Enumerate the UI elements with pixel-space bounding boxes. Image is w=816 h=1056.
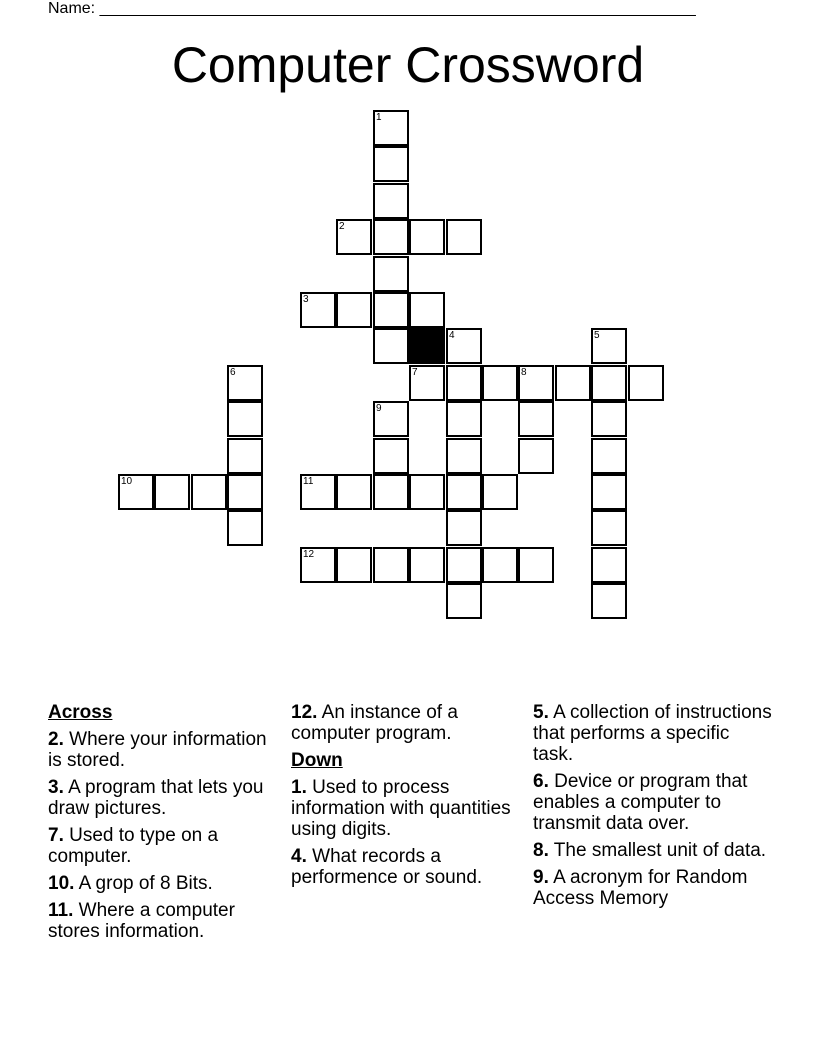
- clue-across-10: 10. A grop of 8 Bits.: [48, 873, 213, 894]
- clue-across-7: 7. Used to type on a computer.: [48, 825, 219, 867]
- clue-down-4: 4. What records a performence or sound.: [291, 846, 483, 888]
- grid-cell[interactable]: [446, 401, 482, 437]
- grid-cell[interactable]: [118, 474, 154, 510]
- grid-cell[interactable]: [591, 438, 627, 474]
- grid-cell[interactable]: [591, 401, 627, 437]
- grid-cell[interactable]: [373, 474, 409, 510]
- grid-cell[interactable]: [482, 547, 518, 583]
- clue-across-11: 11. Where a computer stores information.: [48, 900, 235, 942]
- grid-cell[interactable]: [336, 474, 372, 510]
- grid-cell[interactable]: [591, 365, 627, 401]
- grid-cell[interactable]: [227, 438, 263, 474]
- grid-cell[interactable]: [373, 219, 409, 255]
- name-field[interactable]: Name: ___________________________________________________________________: [48, 0, 696, 17]
- grid-cell[interactable]: [482, 474, 518, 510]
- grid-cell[interactable]: [227, 401, 263, 437]
- clue-number: 8: [521, 367, 527, 378]
- grid-cell[interactable]: [555, 365, 591, 401]
- grid-cell[interactable]: [336, 547, 372, 583]
- grid-cell[interactable]: [300, 292, 336, 328]
- clue-down-5: 5. A collection of instructions that performs a specific task.: [533, 702, 772, 765]
- across-heading: Across: [48, 702, 113, 723]
- grid-cell[interactable]: [373, 183, 409, 219]
- grid-cell[interactable]: [518, 547, 554, 583]
- grid-cell[interactable]: [227, 365, 263, 401]
- clue-down-8: 8. The smallest unit of data.: [533, 840, 767, 861]
- grid-cell[interactable]: [373, 146, 409, 182]
- grid-cell[interactable]: [446, 365, 482, 401]
- clue-number: 5: [594, 330, 600, 341]
- grid-cell[interactable]: [373, 438, 409, 474]
- clue-number: 12: [303, 549, 315, 560]
- grid-cell[interactable]: [446, 474, 482, 510]
- grid-cell[interactable]: [373, 547, 409, 583]
- grid-cell[interactable]: [373, 292, 409, 328]
- grid-cell[interactable]: [409, 219, 445, 255]
- grid-cell[interactable]: [373, 110, 409, 146]
- grid-cell[interactable]: [409, 474, 445, 510]
- grid-cell[interactable]: [154, 474, 190, 510]
- grid-cell[interactable]: [591, 510, 627, 546]
- grid-cell[interactable]: [227, 510, 263, 546]
- grid-cell[interactable]: [482, 365, 518, 401]
- grid-cell[interactable]: [373, 401, 409, 437]
- clue-down-9: 9. A acronym for Random Access Memory: [533, 867, 748, 909]
- grid-cell[interactable]: [591, 328, 627, 364]
- page-title: Computer Crossword: [171, 37, 645, 93]
- grid-cell[interactable]: [300, 474, 336, 510]
- grid-cell[interactable]: [518, 438, 554, 474]
- grid-cell[interactable]: [409, 292, 445, 328]
- grid-cell[interactable]: [628, 365, 664, 401]
- grid-cell[interactable]: [336, 219, 372, 255]
- clue-number: 10: [121, 476, 133, 487]
- clues-column-1: [48, 702, 278, 948]
- clue-number: 4: [449, 330, 455, 341]
- grid-cell[interactable]: [591, 583, 627, 619]
- clue-number: 2: [339, 221, 345, 232]
- clue-down-6: 6. Device or program that enables a computer to transmit data over.: [533, 771, 748, 834]
- clue-number: 6: [230, 367, 236, 378]
- grid-cell[interactable]: [409, 365, 445, 401]
- clue-across-12: 12. An instance of a computer program.: [291, 702, 458, 744]
- clue-number: 11: [303, 476, 314, 487]
- clue-across-3: 3. A program that lets you draw pictures.: [48, 777, 264, 819]
- clue-number: 3: [303, 294, 309, 305]
- clue-down-1: 1. Used to process information with quantities using digits.: [291, 777, 511, 840]
- grid-cell[interactable]: [409, 547, 445, 583]
- grid-cell[interactable]: [591, 474, 627, 510]
- grid-cell[interactable]: [373, 256, 409, 292]
- clues-column-3: [533, 702, 773, 915]
- grid-cell[interactable]: [446, 328, 482, 364]
- clue-number: 1: [376, 112, 382, 123]
- grid-cell[interactable]: [518, 365, 554, 401]
- grid-cell[interactable]: [227, 474, 263, 510]
- clue-number: 7: [412, 367, 418, 378]
- grid-cell[interactable]: [446, 583, 482, 619]
- grid-cell[interactable]: [373, 328, 409, 364]
- grid-cell[interactable]: [191, 474, 227, 510]
- grid-cell[interactable]: [518, 401, 554, 437]
- down-heading: Down: [291, 750, 343, 771]
- grid-cell[interactable]: [300, 547, 336, 583]
- grid-cell[interactable]: [446, 438, 482, 474]
- grid-cell[interactable]: [446, 547, 482, 583]
- clue-number: 9: [376, 403, 382, 414]
- grid-cell[interactable]: [336, 292, 372, 328]
- grid-cell[interactable]: [446, 219, 482, 255]
- grid-block-cell: [409, 328, 445, 364]
- clue-across-2: 2. Where your information is stored.: [48, 729, 267, 771]
- grid-cell[interactable]: [591, 547, 627, 583]
- clues-column-2: [291, 702, 521, 894]
- grid-cell[interactable]: [446, 510, 482, 546]
